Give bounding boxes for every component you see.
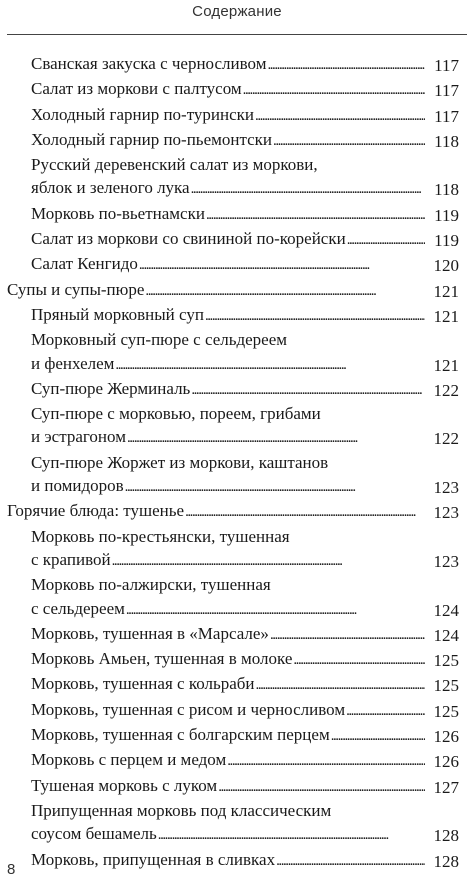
toc-page-number: 124 bbox=[433, 625, 459, 645]
toc-entry-title: Супы и супы-пюре bbox=[7, 279, 145, 299]
toc-page-number: 125 bbox=[433, 701, 459, 721]
toc-page-number: 121 bbox=[433, 355, 459, 375]
dot-leader bbox=[191, 176, 425, 201]
toc-entry bbox=[7, 672, 459, 697]
dot-leader bbox=[227, 748, 425, 773]
toc-page-number: 123 bbox=[433, 503, 459, 523]
toc-entry bbox=[7, 748, 459, 773]
toc-entry bbox=[7, 328, 459, 377]
toc-entry bbox=[7, 723, 459, 748]
toc-entry bbox=[7, 252, 459, 277]
toc-entry-title: соусом бешамель bbox=[31, 824, 157, 844]
toc-section bbox=[7, 499, 459, 524]
toc-entry-title: Морковь с перцем и медом bbox=[31, 750, 227, 770]
dot-leader bbox=[185, 499, 425, 524]
toc-entry bbox=[7, 128, 459, 153]
toc-page-number: 119 bbox=[434, 231, 459, 251]
toc-entry-title: Тушеная морковь с луком bbox=[31, 775, 218, 795]
table-of-contents bbox=[7, 52, 459, 873]
dot-leader bbox=[346, 698, 425, 723]
dot-leader bbox=[218, 774, 425, 799]
toc-entry bbox=[7, 525, 459, 574]
dot-leader bbox=[191, 377, 425, 402]
toc-entry bbox=[7, 103, 459, 128]
toc-entry bbox=[7, 647, 459, 672]
toc-entry-title: Холодный гарнир по-турински bbox=[31, 104, 255, 124]
dot-leader bbox=[243, 77, 425, 102]
toc-entry bbox=[7, 52, 459, 77]
dot-leader bbox=[293, 647, 425, 672]
toc-page-number: 128 bbox=[433, 851, 459, 871]
toc-page-number: 122 bbox=[433, 429, 459, 449]
toc-page-number: 121 bbox=[433, 281, 459, 301]
toc-page-number: 123 bbox=[433, 478, 459, 498]
toc-page-number: 117 bbox=[434, 56, 459, 75]
toc-page-number: 126 bbox=[433, 727, 459, 747]
dot-leader bbox=[112, 548, 425, 573]
dot-leader bbox=[127, 425, 425, 450]
toc-entry-title: Припущенная морковь под классическим bbox=[31, 800, 332, 820]
toc-page-number: 125 bbox=[433, 676, 459, 696]
dot-leader bbox=[256, 672, 425, 697]
toc-entry bbox=[7, 303, 459, 328]
toc-section bbox=[7, 278, 459, 303]
dot-leader bbox=[158, 822, 425, 847]
dot-leader bbox=[125, 474, 425, 499]
dot-leader bbox=[347, 227, 425, 252]
page-number: 8 bbox=[7, 861, 16, 878]
dot-leader bbox=[331, 723, 425, 748]
toc-entry-title: и эстрагоном bbox=[31, 427, 126, 447]
toc-entry-title: Салат Кенгидо bbox=[31, 254, 138, 274]
toc-entry-title: Пряный морковный суп bbox=[31, 304, 204, 324]
toc-page-number: 120 bbox=[433, 256, 459, 276]
dot-leader bbox=[267, 52, 425, 77]
toc-entry bbox=[7, 848, 459, 873]
toc-entry-title: и фенхелем bbox=[31, 353, 115, 373]
toc-page-number: 119 bbox=[434, 205, 459, 225]
toc-entry bbox=[7, 77, 459, 102]
toc-page-number: 124 bbox=[433, 600, 459, 620]
toc-page-number: 121 bbox=[433, 306, 459, 326]
toc-entry-title: и помидоров bbox=[31, 476, 124, 496]
toc-entry bbox=[7, 153, 459, 202]
toc-entry-title: с крапивой bbox=[31, 549, 111, 569]
toc-entry bbox=[7, 377, 459, 402]
toc-entry-title: Морковь, тушенная с болгарским перцем bbox=[31, 725, 330, 745]
dot-leader bbox=[145, 278, 425, 303]
toc-page-number: 127 bbox=[433, 777, 459, 797]
toc-entry-title: Морковь, тушенная с рисом и черносливом bbox=[31, 699, 346, 719]
toc-page-number: 123 bbox=[433, 551, 459, 571]
toc-entry-title: Суп-пюре Жерминаль bbox=[31, 378, 191, 398]
toc-page-number: 117 bbox=[434, 106, 459, 126]
dot-leader bbox=[115, 352, 425, 377]
toc-page-number: 125 bbox=[433, 651, 459, 671]
toc-page-number: 122 bbox=[433, 380, 459, 400]
toc-entry-title: Суп-пюре с морковью, пореем, грибами bbox=[31, 404, 321, 424]
toc-entry-title: Морковь, припущенная в сливках bbox=[31, 849, 276, 869]
dot-leader bbox=[205, 303, 425, 328]
toc-page-number: 126 bbox=[433, 752, 459, 772]
toc-entry-title: Морковный суп-пюре с сельдереем bbox=[31, 330, 288, 350]
toc-entry-title: Морковь, тушенная с кольраби bbox=[31, 674, 255, 694]
toc-entry bbox=[7, 202, 459, 227]
toc-entry bbox=[7, 774, 459, 799]
toc-entry bbox=[7, 622, 459, 647]
dot-leader bbox=[276, 848, 425, 873]
toc-entry-title: яблок и зеленого лука bbox=[31, 178, 190, 198]
dot-leader bbox=[206, 202, 425, 227]
toc-entry bbox=[7, 573, 459, 622]
dot-leader bbox=[273, 128, 425, 153]
toc-entry bbox=[7, 227, 459, 252]
toc-entry-title: с сельдереем bbox=[31, 598, 125, 618]
toc-page-number: 118 bbox=[434, 131, 459, 151]
toc-entry-title: Морковь по-крестьянски, тушенная bbox=[31, 526, 290, 546]
dot-leader bbox=[255, 103, 425, 128]
toc-entry-title: Суп-пюре Жоржет из моркови, каштанов bbox=[31, 452, 329, 472]
dot-leader bbox=[270, 622, 425, 647]
toc-entry-title: Горячие блюда: тушенье bbox=[7, 501, 185, 521]
toc-entry bbox=[7, 451, 459, 500]
toc-entry-title: Морковь Амьен, тушенная в молоке bbox=[31, 649, 293, 669]
toc-entry-title: Холодный гарнир по-пьемонтски bbox=[31, 129, 273, 149]
toc-entry-title: Морковь по-вьетнамски bbox=[31, 203, 205, 223]
running-head: Содержание bbox=[192, 3, 282, 20]
toc-entry-title: Салат из моркови с палтусом bbox=[31, 79, 242, 99]
toc-entry bbox=[7, 402, 459, 451]
dot-leader bbox=[126, 597, 425, 622]
toc-page-number: 117 bbox=[434, 81, 459, 101]
toc-entry-title: Салат из моркови со свининой по-корейски bbox=[31, 229, 346, 249]
toc-entry-title: Русский деревенский салат из моркови, bbox=[31, 155, 318, 175]
toc-entry bbox=[7, 799, 459, 848]
toc-entry-title: Морковь по-алжирски, тушенная bbox=[31, 575, 271, 595]
dot-leader bbox=[139, 252, 425, 277]
toc-page-number: 118 bbox=[434, 180, 459, 200]
toc-page-number: 128 bbox=[433, 826, 459, 846]
header-rule bbox=[7, 34, 467, 35]
toc-entry bbox=[7, 698, 459, 723]
toc-entry-title: Сванская закуска с черносливом bbox=[31, 54, 267, 73]
toc-entry-title: Морковь, тушенная в «Марсале» bbox=[31, 623, 269, 643]
